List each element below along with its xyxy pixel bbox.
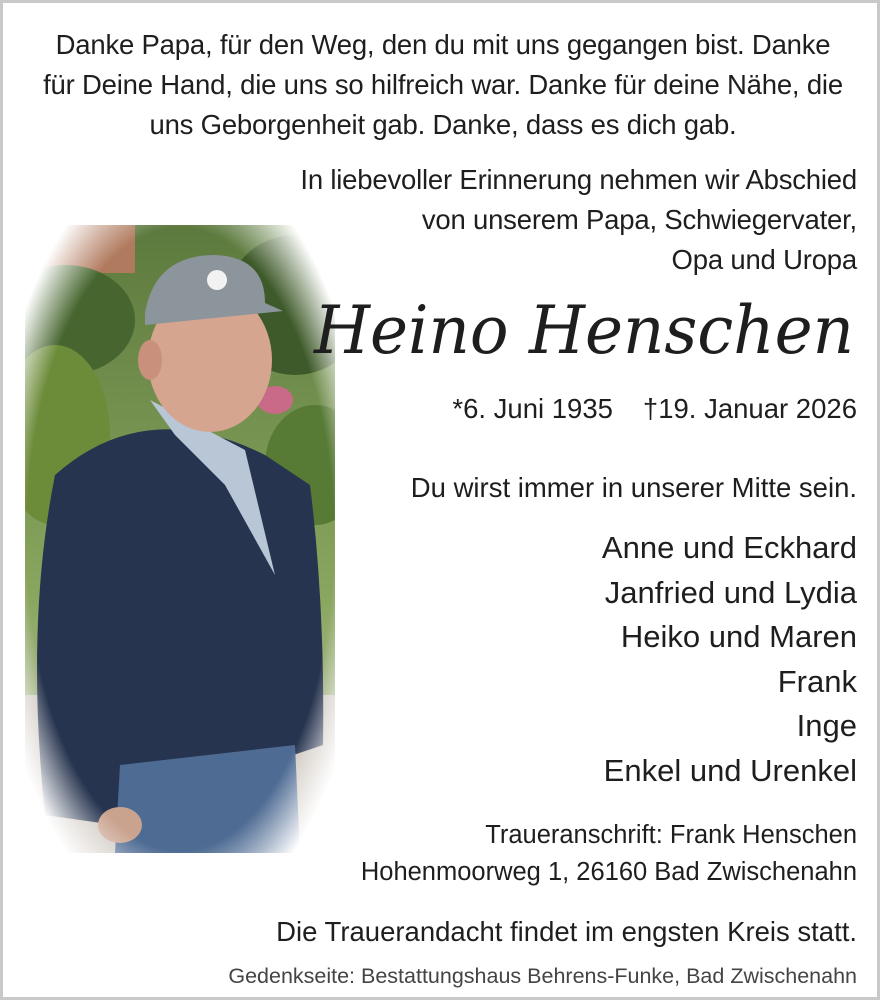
poem-line: für Deine Hand, die uns so hilfreich war. Danke für deine Nähe, die: [43, 69, 843, 100]
intro-line: von unserem Papa, Schwiegervater,: [421, 204, 857, 235]
address-line: Traueranschrift: Frank Henschen: [485, 821, 857, 849]
name-text: Heino Henschen: [313, 292, 855, 369]
mourner-item: Heiko und Maren: [620, 619, 857, 654]
poem-line: Danke Papa, für den Weg, den du mit uns gegangen bist. Danke: [55, 29, 831, 60]
mourning-address: [317, 817, 857, 891]
mourner-item: Frank: [777, 663, 857, 699]
mourner-item: Janfried und Lydia: [604, 574, 857, 610]
mourner-item: Anne und Eckhard: [601, 530, 857, 565]
birth-date: *6. Juni 1935: [452, 393, 613, 424]
life-dates: [357, 391, 857, 427]
intro-line: Opa und Uropa: [671, 244, 857, 275]
death-date: †19. Januar 2026: [642, 393, 857, 424]
address-line: Hohenmoorweg 1, 26160 Bad Zwischenahn: [360, 858, 857, 886]
service-notice: Die Trauerandacht findet im engsten Kreis statt.: [276, 916, 857, 947]
poem-line: uns Geborgenheit gab. Danke, dass es dich gab.: [149, 109, 737, 140]
mourners-list: [457, 526, 857, 793]
memorial-motto: Du wirst immer in unserer Mitte sein.: [410, 472, 857, 503]
deceased-name: [299, 281, 859, 381]
mourner-item: Inge: [796, 708, 857, 743]
mourner-item: Enkel und Urenkel: [603, 752, 857, 788]
poem-text: [23, 25, 863, 145]
memorial-page-credit: Gedenkseite: Bestattungshaus Behrens-Funke, Bad Zwischenahn: [228, 964, 857, 988]
portrait-photo: [25, 225, 335, 853]
intro-line: In liebevoller Erinnerung nehmen wir Abschied: [300, 164, 857, 195]
